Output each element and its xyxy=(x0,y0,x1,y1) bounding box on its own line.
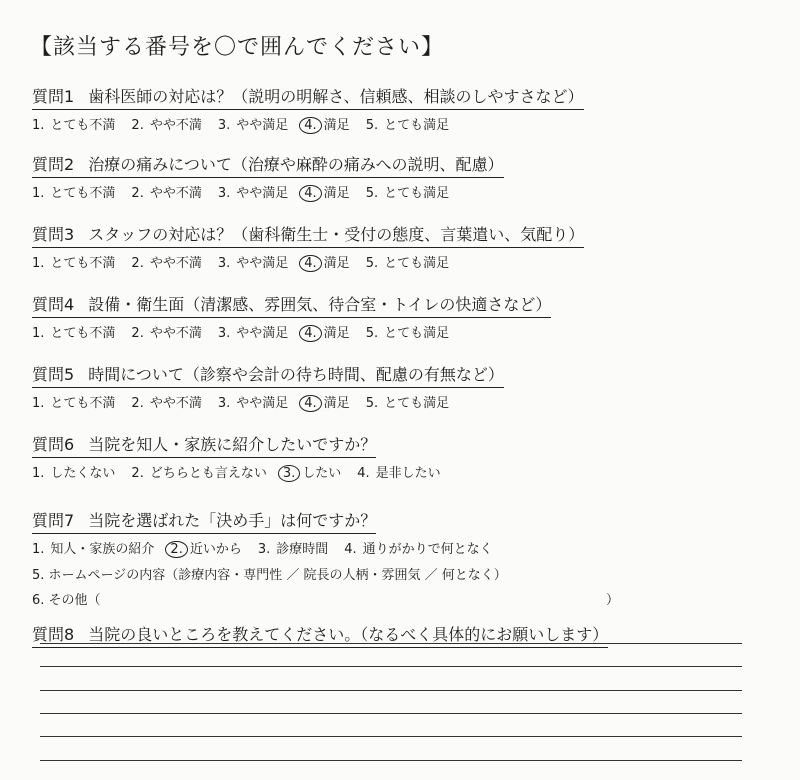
option-label: 満足 xyxy=(323,118,350,133)
answer-option-4[interactable] xyxy=(304,392,349,412)
answer-options xyxy=(32,322,551,342)
option-label: 満足 xyxy=(323,256,350,271)
option-number: 5. xyxy=(365,186,379,201)
question-1 xyxy=(32,84,584,134)
option-label: やや不満 xyxy=(149,118,202,133)
answer-option-5[interactable] xyxy=(366,392,449,411)
writing-line[interactable] xyxy=(40,690,742,691)
answer-options xyxy=(32,182,504,202)
question-text: 治療の痛みについて（治療や麻酔の痛みへの説明、配慮） xyxy=(88,155,504,174)
option-label: やや満足 xyxy=(236,326,289,341)
question-text: スタッフの対応は？（歯科衛生士・受付の態度、言葉遣い、気配り） xyxy=(88,225,585,244)
option-number: 4. xyxy=(299,117,321,134)
option-number: 4. xyxy=(299,395,321,412)
option-label: 満足 xyxy=(323,186,350,201)
answer-option-3[interactable] xyxy=(218,252,288,271)
answer-option-4[interactable] xyxy=(344,538,492,557)
option-number: 3. xyxy=(217,326,231,341)
answer-options xyxy=(32,462,457,482)
answer-option-5[interactable] xyxy=(366,182,449,201)
answer-option-2[interactable] xyxy=(131,322,201,341)
question-number: 質問3 xyxy=(32,225,75,244)
answer-options xyxy=(32,252,584,272)
option-label: 是非したい xyxy=(375,466,441,481)
question-number: 質問6 xyxy=(32,435,75,454)
writing-line[interactable] xyxy=(40,666,742,667)
question-3 xyxy=(32,222,584,272)
option-number: 3. xyxy=(217,256,231,271)
close-paren: ） xyxy=(606,593,620,608)
answer-option-3[interactable] xyxy=(218,392,288,411)
answer-option-5: 5. ホームページの内容（診療内容・専門性 ／ 院長の人柄・雰囲気 ／ 何となく） xyxy=(32,568,507,583)
answer-option-2[interactable] xyxy=(131,462,266,481)
option-label: 通りがかりで何となく xyxy=(362,542,493,557)
question-text: 当院を知人・家族に紹介したいですか？ xyxy=(88,435,377,454)
answer-option-3[interactable] xyxy=(218,182,288,201)
question-title xyxy=(32,508,376,534)
question-title xyxy=(32,362,504,388)
option-number: 2. xyxy=(131,326,144,341)
answer-option-6-label: 6. その他（ xyxy=(32,593,101,608)
question-number: 質問2 xyxy=(32,155,75,174)
question-2 xyxy=(32,152,504,202)
option-label: とても不満 xyxy=(50,186,116,201)
option-number: 1. xyxy=(32,326,45,341)
option-label: 満足 xyxy=(323,396,350,411)
writing-line[interactable] xyxy=(40,736,742,737)
writing-line[interactable] xyxy=(40,760,742,761)
question-number: 質問5 xyxy=(32,365,75,384)
answer-option-2[interactable] xyxy=(131,392,201,411)
option-label: とても満足 xyxy=(384,256,450,271)
option-label: 知人・家族の紹介 xyxy=(50,542,155,557)
answer-option-3[interactable] xyxy=(258,538,328,557)
answer-option-1[interactable] xyxy=(32,392,115,411)
option-number: 3. xyxy=(278,465,300,482)
option-number: 1. xyxy=(32,256,45,271)
option-label: やや満足 xyxy=(236,186,289,201)
answer-options xyxy=(32,114,584,134)
question-text: 当院を選ばれた「決め手」は何ですか？ xyxy=(88,511,377,530)
answer-option-3[interactable] xyxy=(283,462,341,482)
answer-option-1[interactable] xyxy=(32,462,115,481)
answer-option-3[interactable] xyxy=(218,114,288,133)
option-number: 4. xyxy=(357,466,370,481)
answer-option-5[interactable] xyxy=(366,114,449,133)
option-label: とても不満 xyxy=(50,256,116,271)
option-number: 4. xyxy=(299,255,321,272)
question-6 xyxy=(32,432,457,482)
answer-option-1[interactable] xyxy=(32,322,115,341)
answer-option-1[interactable] xyxy=(32,114,115,133)
question-title xyxy=(32,292,551,318)
question-number: 質問1 xyxy=(32,87,75,106)
option-number: 5. xyxy=(365,396,379,411)
answer-option-5[interactable] xyxy=(366,252,449,271)
option-number: 4. xyxy=(299,185,321,202)
answer-option-1[interactable] xyxy=(32,538,154,557)
question-title xyxy=(32,222,584,248)
question-number: 質問8 xyxy=(32,625,75,644)
answer-option-2[interactable] xyxy=(170,538,241,558)
question-number: 質問7 xyxy=(32,511,75,530)
question-title xyxy=(32,152,504,178)
answer-option-4[interactable] xyxy=(357,462,440,481)
question-8 xyxy=(32,622,608,648)
option-number: 2. xyxy=(131,118,144,133)
option-number: 2. xyxy=(131,256,144,271)
option-label: どちらとも言えない xyxy=(149,466,267,481)
option-number: 2. xyxy=(131,466,144,481)
answer-option-4[interactable] xyxy=(304,114,349,134)
option-label: したくない xyxy=(50,466,116,481)
option-number: 4. xyxy=(299,325,321,342)
option-label: やや不満 xyxy=(149,396,202,411)
option-label: やや満足 xyxy=(236,118,289,133)
question-title xyxy=(32,622,608,648)
question-title xyxy=(32,432,376,458)
answer-option-3[interactable] xyxy=(218,322,288,341)
option-number: 1. xyxy=(32,542,45,557)
option-label: 診療時間 xyxy=(276,542,329,557)
option-number: 5. xyxy=(365,256,379,271)
question-title xyxy=(32,84,584,110)
option-label: やや不満 xyxy=(149,326,202,341)
option-label: やや満足 xyxy=(236,396,289,411)
option-number: 3. xyxy=(217,118,231,133)
writing-line[interactable] xyxy=(40,643,742,644)
option-label: とても不満 xyxy=(50,396,116,411)
question-7 xyxy=(32,508,620,608)
answer-option-2[interactable] xyxy=(131,252,201,271)
option-number: 1. xyxy=(32,466,45,481)
answer-option-2[interactable] xyxy=(131,114,201,133)
question-text: 設備・衛生面（清潔感、雰囲気、待合室・トイレの快適さなど） xyxy=(88,295,552,314)
answer-option-5[interactable] xyxy=(366,322,449,341)
option-label: とても満足 xyxy=(384,186,450,201)
question-5 xyxy=(32,362,504,412)
answer-option-1[interactable] xyxy=(32,182,115,201)
answer-options xyxy=(32,538,509,558)
answer-option-2[interactable] xyxy=(131,182,201,201)
answer-option-4[interactable] xyxy=(304,322,349,342)
option-number: 2. xyxy=(165,541,187,558)
answer-option-4[interactable] xyxy=(304,182,349,202)
question-4 xyxy=(32,292,551,342)
option-label: やや不満 xyxy=(149,186,202,201)
page-title: 【該当する番号を〇で囲んでください】 xyxy=(30,35,445,60)
answer-option-1[interactable] xyxy=(32,252,115,271)
option-label: したい xyxy=(302,466,342,481)
question-number: 質問4 xyxy=(32,295,75,314)
option-number: 4. xyxy=(344,542,357,557)
option-label: 満足 xyxy=(323,326,350,341)
option-number: 1. xyxy=(32,396,45,411)
option-number: 3. xyxy=(257,542,271,557)
option-label: とても満足 xyxy=(384,326,450,341)
option-number: 1. xyxy=(32,186,45,201)
option-label: とても不満 xyxy=(50,326,116,341)
option-number: 2. xyxy=(131,396,144,411)
answer-option-4[interactable] xyxy=(304,252,349,272)
option-label: とても満足 xyxy=(384,118,450,133)
question-text: 時間について（診察や会計の待ち時間、配慮の有無など） xyxy=(88,365,504,384)
option-number: 5. xyxy=(365,326,379,341)
option-label: とても不満 xyxy=(50,118,116,133)
option-label: やや不満 xyxy=(149,256,202,271)
option-number: 1. xyxy=(32,118,45,133)
question-text: 歯科医師の対応は？（説明の明解さ、信頼感、相談のしやすさなど） xyxy=(88,87,584,106)
answer-options xyxy=(32,392,504,412)
option-number: 3. xyxy=(217,186,231,201)
option-label: やや満足 xyxy=(236,256,289,271)
question-text: 当院の良いところを教えてください。（なるべく具体的にお願いします） xyxy=(88,625,609,644)
option-number: 2. xyxy=(131,186,144,201)
option-number: 3. xyxy=(217,396,231,411)
option-label: 近いから xyxy=(189,542,242,557)
option-number: 5. xyxy=(365,118,379,133)
answer-option-6 xyxy=(32,589,620,608)
option-label: とても満足 xyxy=(384,396,450,411)
writing-line[interactable] xyxy=(40,713,742,714)
